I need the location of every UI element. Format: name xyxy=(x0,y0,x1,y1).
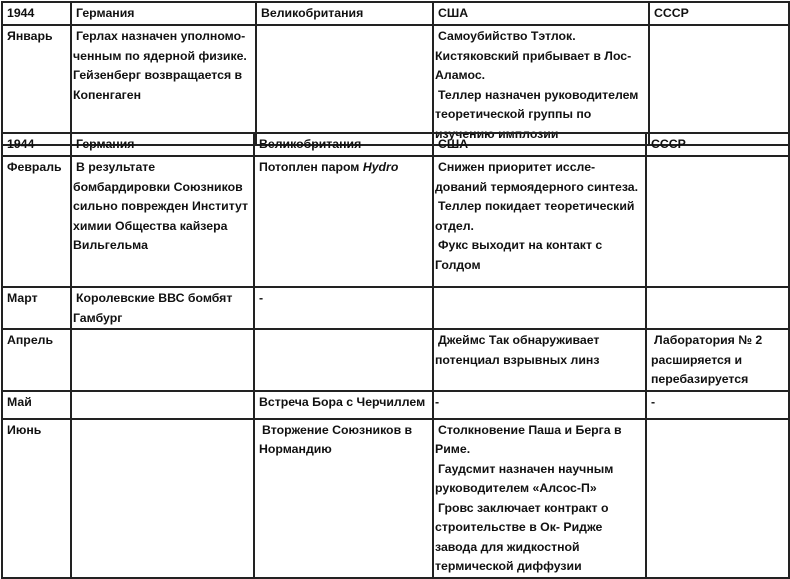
usa-cell xyxy=(433,287,646,329)
ussr-cell xyxy=(646,329,789,391)
germany-cell xyxy=(71,287,254,329)
header-year: 1944 xyxy=(2,2,71,25)
timeline-table-january xyxy=(1,1,790,146)
header-ussr: СССР xyxy=(646,133,789,156)
event-text: Гровс заключает контракт о строительстве в Ок- Ридже завода для жидкостной термической диффузии xyxy=(435,500,609,573)
event-text: Герлах назначен уполномо-ченным по ядерной физике. xyxy=(73,29,247,63)
event-text: Столкновение Паша и Берга в Риме. xyxy=(435,422,622,456)
header-usa: США xyxy=(433,133,646,156)
month-cell: Февраль xyxy=(2,156,71,287)
table-row xyxy=(2,391,789,419)
header-britain: Великобритания xyxy=(256,2,433,25)
table-row xyxy=(2,25,789,145)
event-text: Потоплен паром xyxy=(259,160,360,174)
table-row xyxy=(2,287,789,329)
event-text: Фукс выходит на контакт с Голдом xyxy=(435,238,603,272)
event-text: Снижен приоритет иссле-дований термоядерного синтеза. xyxy=(435,160,639,194)
month-cell: Апрель xyxy=(2,329,71,391)
britain-cell: Встреча Бора с Черчиллем xyxy=(254,391,433,419)
event-text: Вторжение Союзников в Нормандию xyxy=(259,422,413,456)
britain-cell xyxy=(256,25,433,145)
ussr-cell xyxy=(649,25,789,145)
britain-cell xyxy=(254,156,433,287)
usa-cell xyxy=(433,156,646,287)
ussr-cell xyxy=(646,419,789,578)
britain-cell xyxy=(254,329,433,391)
month-cell: Июнь xyxy=(2,419,71,578)
event-text: Королевские ВВС бомбят Гамбург xyxy=(73,291,233,325)
month-cell: Май xyxy=(2,391,71,419)
event-text: Лаборатория № 2 расширяется и перебазируется xyxy=(651,333,763,386)
table-row xyxy=(2,419,789,578)
event-text: Гаудсмит назначен научным руководителем «Алсос-П» xyxy=(435,461,614,495)
ussr-cell: - xyxy=(646,391,789,419)
event-text: В результате бомбардировки Союзников сильно поврежден Институт химии Общества кайзера Вильгельма xyxy=(73,160,249,252)
table-header-row xyxy=(2,133,789,156)
britain-cell: - xyxy=(254,287,433,329)
usa-cell xyxy=(433,25,649,145)
month-cell: Март xyxy=(2,287,71,329)
table-row xyxy=(2,156,789,287)
month-cell: Январь xyxy=(2,25,71,145)
event-text: Кистяковский прибывает в Лос-Аламос. xyxy=(435,48,632,82)
event-text: Теллер покидает теоретический отдел. xyxy=(435,199,635,233)
event-text: Гейзенберг возвращается в Копенгаген xyxy=(73,68,243,102)
germany-cell xyxy=(71,329,254,391)
header-britain: Великобритания xyxy=(254,133,433,156)
header-usa: США xyxy=(433,2,649,25)
germany-cell xyxy=(71,25,256,145)
britain-cell xyxy=(254,419,433,578)
event-text: Джеймс Так обнаруживает потенциал взрывных линз xyxy=(435,333,600,367)
header-germany: Германия xyxy=(71,133,254,156)
ussr-cell xyxy=(646,287,789,329)
germany-cell xyxy=(71,156,254,287)
ship-name: Hydro xyxy=(362,160,399,174)
usa-cell xyxy=(433,419,646,578)
ussr-cell xyxy=(646,156,789,287)
header-year: 1944 xyxy=(2,133,71,156)
header-germany: Германия xyxy=(71,2,256,25)
header-ussr: СССР xyxy=(649,2,789,25)
table-row xyxy=(2,329,789,391)
timeline-table-february-june xyxy=(1,132,790,579)
table-header-row xyxy=(2,2,789,25)
event-text: Самоубийство Тэтлок. xyxy=(438,29,576,43)
usa-cell xyxy=(433,329,646,391)
germany-cell xyxy=(71,391,254,419)
usa-cell: - xyxy=(433,391,646,419)
germany-cell xyxy=(71,419,254,578)
event-text: Теллер назначен руководителем теоретической группы по изучению имплозии xyxy=(435,87,639,141)
